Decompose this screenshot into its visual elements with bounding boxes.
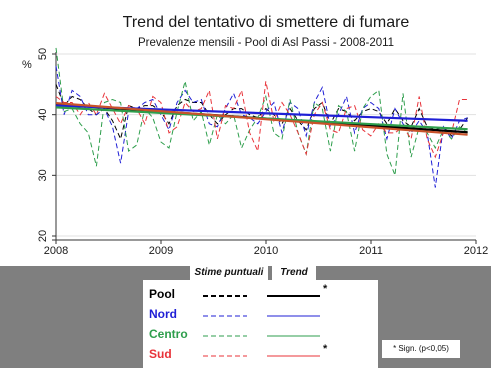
x-tick-label: 2009 xyxy=(148,245,174,257)
y-tick-label: 40 xyxy=(37,108,49,121)
legend-swatches xyxy=(143,303,378,325)
legend-label: Pool xyxy=(149,287,175,301)
legend-row-nord xyxy=(143,303,378,325)
y-tick-label: 20 xyxy=(37,229,49,243)
y-tick-label: 30 xyxy=(37,169,49,182)
x-tick-label: 2008 xyxy=(43,245,69,257)
legend-box xyxy=(143,280,378,368)
legend-row-centro xyxy=(143,323,378,345)
significance-marker: * xyxy=(323,283,328,295)
legend-swatches xyxy=(143,323,378,345)
chart-subtitle: Prevalenze mensili - Pool di Asl Passi - 2008-2011 xyxy=(137,37,395,49)
legend-swatches xyxy=(143,283,378,305)
legend-swatches xyxy=(143,343,378,365)
legend-header-stime: Stime puntuali xyxy=(190,266,268,280)
legend-label: Sud xyxy=(149,347,172,361)
legend-header-trend: Trend xyxy=(272,266,316,280)
y-axis-label: % xyxy=(22,59,32,71)
x-tick-label: 2010 xyxy=(253,245,279,257)
significance-marker: * xyxy=(323,343,328,355)
legend-row-pool xyxy=(143,283,378,305)
significance-note: * Sign. (p<0,05) xyxy=(382,340,460,358)
legend-label: Centro xyxy=(149,327,188,341)
y-tick-label: 50 xyxy=(37,47,49,61)
legend-label: Nord xyxy=(149,307,177,321)
x-tick-label: 2011 xyxy=(359,245,383,257)
chart-title: Trend del tentativo di smettere di fumare xyxy=(122,14,410,31)
x-tick-label: 2012 xyxy=(463,245,489,257)
legend-row-sud xyxy=(143,343,378,365)
